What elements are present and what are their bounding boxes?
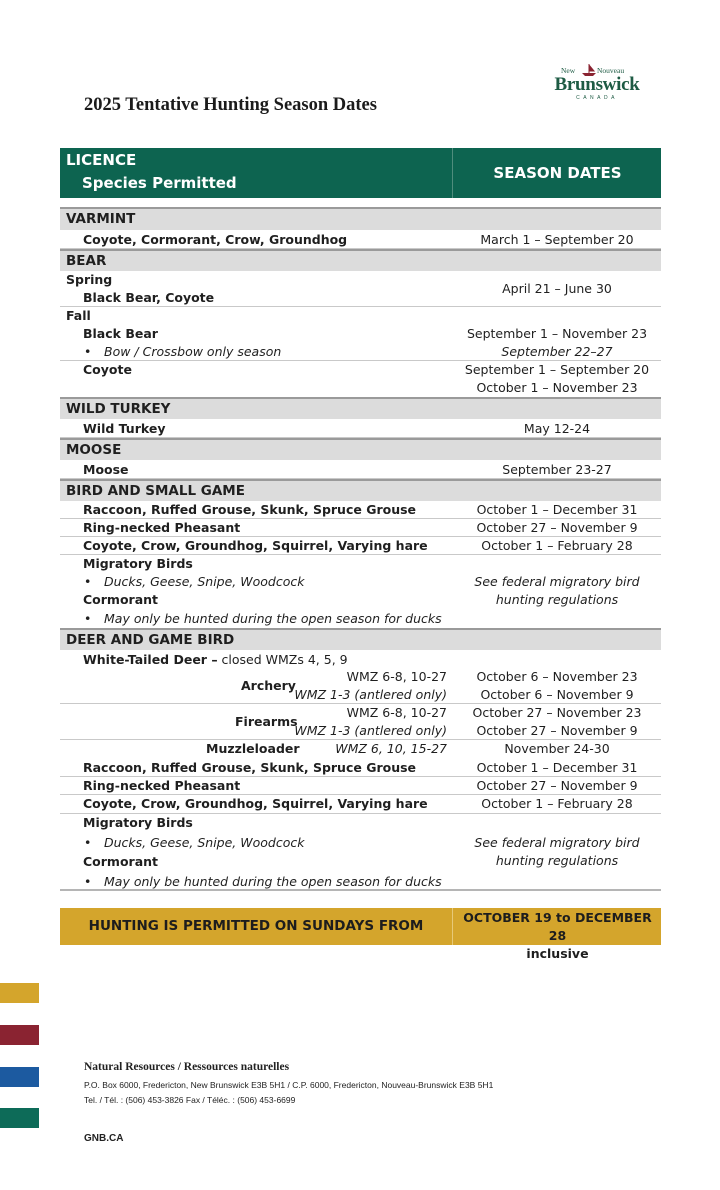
deer-muzzle-zone: WMZ 6, 10, 15-27 [335, 741, 447, 756]
section-moose: MOOSE [60, 438, 661, 460]
table-row [60, 271, 661, 307]
deer-firearms-d2: October 27 – November 9 [476, 723, 638, 738]
banner-right [454, 909, 661, 963]
logo-brunswick: Brunswick [554, 74, 640, 95]
banner-right-dates: OCTOBER 19 to DECEMBER 28 [463, 910, 652, 943]
bear-black-bear-dates: September 1 – November 23 [466, 326, 648, 341]
deer-r1: Raccoon, Ruffed Grouse, Skunk, Spruce Grouse [83, 760, 417, 775]
section-deer-game-bird: DEER AND GAME BIRD [60, 628, 661, 650]
deer-wtd-note: closed WMZs 4, 5, 9 [217, 652, 348, 667]
logo-new: New [561, 66, 576, 75]
header-licence: LICENCE [66, 151, 137, 169]
section-bear: BEAR [60, 249, 661, 271]
bear-spring-dates: April 21 – June 30 [502, 281, 612, 296]
bear-spring: Spring [66, 272, 113, 287]
deer-federal-2: hunting regulations [495, 853, 619, 868]
bird-cormorant-note: • May only be hunted during the open season for ducks [104, 611, 442, 626]
table-row [60, 537, 661, 555]
bird-migratory-list: • Ducks, Geese, Snipe, Woodcock [104, 574, 304, 589]
table-row [60, 740, 661, 759]
deer-r3: Coyote, Crow, Groundhog, Squirrel, Varying hare [83, 796, 428, 811]
footer-website: GNB.CA [84, 1133, 124, 1144]
table-row [60, 460, 661, 479]
table-header [60, 148, 661, 198]
deer-migratory-list: • Ducks, Geese, Snipe, Woodcock [104, 835, 304, 850]
deer-r1-dates: October 1 – December 31 [476, 760, 638, 775]
deer-archery-d2: October 6 – November 9 [480, 687, 634, 702]
bear-fall: Fall [66, 308, 91, 323]
deer-r3-dates: October 1 – February 28 [481, 796, 633, 811]
varmint-dates: March 1 – September 20 [480, 232, 634, 247]
bird-federal-1: See federal migratory bird [474, 574, 640, 589]
bear-bow-dates: September 22–27 [501, 344, 613, 359]
footer-phone: Tel. / Tél. : (506) 453-3826 Fax / Téléc. : (506) 453-6699 [84, 1095, 296, 1105]
header-season-dates: SEASON DATES [493, 164, 622, 182]
gold-color-bar [0, 983, 39, 1003]
deer-archery-z2: WMZ 1-3 (antlered only) [294, 687, 447, 702]
table-row [60, 670, 661, 704]
bird-r1: Raccoon, Ruffed Grouse, Skunk, Spruce Grouse [83, 502, 417, 517]
deer-r2-dates: October 27 – November 9 [476, 778, 638, 793]
bird-r1-dates: October 1 – December 31 [476, 502, 638, 517]
bird-migratory: Migratory Birds [83, 556, 193, 571]
table-row [60, 555, 661, 628]
moose-species: Moose [83, 462, 129, 477]
bird-r2: Ring-necked Pheasant [83, 520, 241, 535]
turkey-dates: May 12-24 [523, 421, 591, 436]
deer-firearms-z1: WMZ 6-8, 10-27 [346, 705, 447, 720]
table-row [60, 230, 661, 249]
banner-left: HUNTING IS PERMITTED ON SUNDAYS FROM [60, 908, 453, 945]
teal-color-bar [0, 1108, 39, 1128]
bear-coyote-dates-1: September 1 – September 20 [464, 362, 650, 377]
deer-firearms: Firearms [235, 714, 298, 729]
header-licence-cell [60, 148, 453, 198]
maroon-color-bar [0, 1025, 39, 1045]
deer-cormorant-note: • May only be hunted during the open season for ducks [104, 874, 442, 889]
table-row [60, 307, 661, 361]
table-row [60, 759, 661, 777]
turkey-species: Wild Turkey [83, 421, 166, 436]
deer-federal-1: See federal migratory bird [474, 835, 640, 850]
table-row [60, 777, 661, 795]
bear-black-bear: Black Bear [83, 326, 158, 341]
table-row [60, 361, 661, 397]
deer-archery-d1: October 6 – November 23 [476, 669, 638, 684]
deer-r2: Ring-necked Pheasant [83, 778, 241, 793]
bear-coyote: Coyote [83, 362, 132, 377]
deer-firearms-z2: WMZ 1-3 (antlered only) [294, 723, 447, 738]
deer-muzzle-dates: November 24-30 [504, 741, 610, 756]
deer-migratory: Migratory Birds [83, 815, 193, 830]
bird-r3-dates: October 1 – February 28 [481, 538, 633, 553]
table-row [60, 419, 661, 438]
deer-cormorant: Cormorant [83, 854, 159, 869]
deer-archery: Archery [241, 678, 296, 693]
deer-wtd-label: White-Tailed Deer – [83, 652, 218, 667]
nb-logo [551, 64, 643, 102]
section-bird-small-game: BIRD AND SMALL GAME [60, 479, 661, 501]
deer-muzzleloader: Muzzleloader [206, 741, 300, 756]
logo-nouveau: Nouveau [597, 66, 625, 75]
logo-canada: CANADA [576, 95, 618, 101]
page-title: 2025 Tentative Hunting Season Dates [84, 95, 377, 115]
bird-r3: Coyote, Crow, Groundhog, Squirrel, Varying hare [83, 538, 428, 553]
moose-dates: September 23-27 [502, 462, 612, 477]
table-row [60, 795, 661, 814]
banner-right-inclusive: inclusive [526, 946, 589, 961]
sunday-hunting-banner [60, 908, 661, 961]
table-row [60, 814, 661, 891]
varmint-species: Coyote, Cormorant, Crow, Groundhog [83, 232, 348, 247]
table-row [60, 704, 661, 740]
footer-address: P.O. Box 6000, Fredericton, New Brunswick E3B 5H1 / C.P. 6000, Fredericton, Nouveau-Brunswick E3B 5H1 [84, 1080, 494, 1090]
deer-wtd [83, 652, 348, 667]
deer-archery-z1: WMZ 6-8, 10-27 [346, 669, 447, 684]
bird-r2-dates: October 27 – November 9 [476, 520, 638, 535]
blue-color-bar [0, 1067, 39, 1087]
bear-bow-note: • Bow / Crossbow only season [104, 344, 281, 359]
footer-department: Natural Resources / Ressources naturelles [84, 1061, 290, 1073]
section-varmint: VARMINT [60, 207, 661, 230]
bird-cormorant: Cormorant [83, 592, 159, 607]
header-species: Species Permitted [82, 174, 237, 192]
bear-spring-species: Black Bear, Coyote [83, 290, 215, 305]
bear-coyote-dates-2: October 1 – November 23 [476, 380, 638, 395]
section-wild-turkey: WILD TURKEY [60, 397, 661, 419]
bird-federal-2: hunting regulations [495, 592, 619, 607]
table-row [60, 501, 661, 519]
table-row [60, 650, 661, 670]
deer-firearms-d1: October 27 – November 23 [472, 705, 642, 720]
table-row [60, 519, 661, 537]
